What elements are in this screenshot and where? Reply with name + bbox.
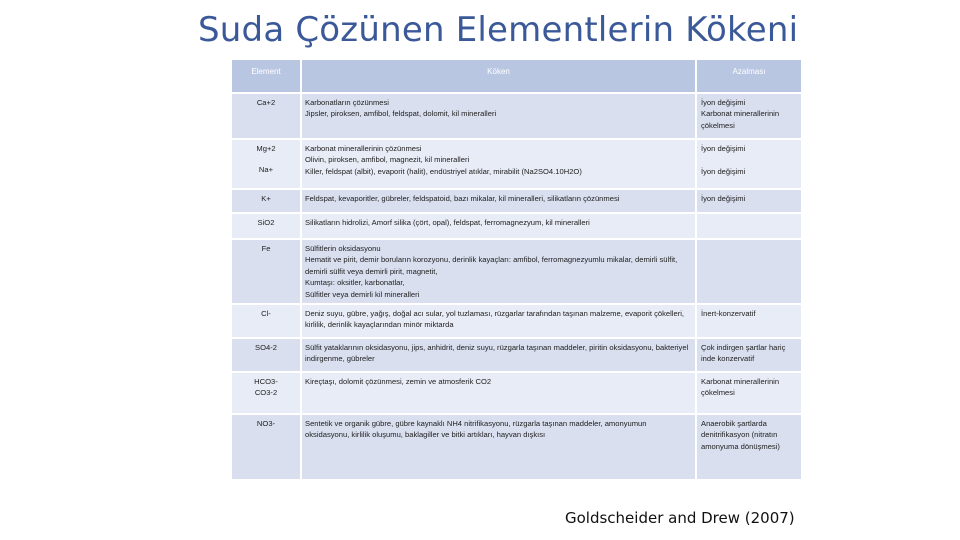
element-cell-line: Fe xyxy=(261,244,271,253)
table-row xyxy=(232,214,803,240)
element-cell xyxy=(232,214,302,240)
element-cell-line: Mg+2 xyxy=(256,144,276,153)
element-cell-line: SO4-2 xyxy=(255,342,277,352)
azalmasi-cell xyxy=(697,339,803,373)
table-row xyxy=(232,190,803,214)
element-cell xyxy=(232,140,302,190)
table-row xyxy=(232,94,803,140)
koken-cell xyxy=(302,240,697,305)
koken-cell-line: Feldspat, kevaporitler, gübreler, feldspatoid, bazı mikalar, kil mineralleri, silikatların çözünmesi xyxy=(305,194,620,203)
koken-cell-line: Karbonatların çözünmesi xyxy=(305,98,389,107)
koken-cell xyxy=(302,140,697,190)
element-origin-table xyxy=(232,60,803,481)
koken-cell-line: Hematit ve pirit, demir boruların korozyonu, derinlik kayaçları: amfibol, ferromagnezyumlu mikalar, demirli sülfit, demirli sülfit veya demirli pirit, magnetit, xyxy=(305,255,678,276)
element-cell-line: SiO2 xyxy=(257,218,275,227)
table-row xyxy=(232,373,803,415)
element-cell-line: K+ xyxy=(261,194,271,203)
koken-cell xyxy=(302,415,697,481)
koken-cell-line: Karbonat minerallerinin çözünmesi xyxy=(305,144,422,153)
azalmasi-cell-line: İyon değişimi xyxy=(701,194,746,203)
koken-cell xyxy=(302,214,697,240)
koken-cell-line: Sülfit yataklarının oksidasyonu, jips, anhidrit, deniz suyu, rüzgarla taşınan maddeler, piritin oksidasyonu, bakteriyel indirgenme, gübreler xyxy=(305,342,689,364)
koken-cell-line: Sülfitler veya demirli kil mineralleri xyxy=(305,289,420,299)
azalmasi-cell xyxy=(697,140,803,190)
element-cell-line: Cl- xyxy=(261,308,271,318)
azalmasi-cell-line: Anaerobik şartlarda denitrifikasyon (nitratın amonyuma dönüşmesi) xyxy=(701,418,780,451)
table-header-row xyxy=(232,60,803,94)
element-cell xyxy=(232,190,302,214)
azalmasi-cell-line: Karbonat minerallerinin çökelmesi xyxy=(701,376,780,398)
koken-cell-line: Sülfitlerin oksidasyonu xyxy=(305,244,381,253)
table-row xyxy=(232,305,803,339)
table-row xyxy=(232,415,803,481)
koken-cell-line: Deniz suyu, gübre, yağış, doğal acı sular, yol tuzlaması, rüzgarlar tarafından taşınan malzeme, evaporit çökelleri, kirlilik, derinlik kayaçlarından minör miktarda xyxy=(305,308,685,330)
header-element: Element xyxy=(232,60,302,94)
header-koken: Köken xyxy=(302,60,697,94)
koken-cell-line: Silikatların hidrolizi, Amorf silika (çört, opal), feldspat, ferromagnezyum, kil mineralleri xyxy=(305,218,590,227)
element-cell-line: NO3- xyxy=(256,418,276,428)
element-cell xyxy=(232,305,302,339)
koken-cell-line: Killer, feldspat (albit), evaporit (halit), endüstriyel atıklar, mirabilit (Na2SO4.10H2O) xyxy=(305,166,582,176)
azalmasi-cell xyxy=(697,415,803,481)
koken-cell xyxy=(302,373,697,415)
koken-cell xyxy=(302,190,697,214)
table-row xyxy=(232,240,803,305)
koken-cell xyxy=(302,94,697,140)
element-cell-line: CO3-2 xyxy=(254,388,278,398)
element-cell xyxy=(232,339,302,373)
koken-cell-line: Kumtaşı: oksitler, karbonatlar, xyxy=(305,278,405,288)
table-row xyxy=(232,140,803,190)
azalmasi-cell xyxy=(697,373,803,415)
table-row xyxy=(232,339,803,373)
element-cell-line: Na+ xyxy=(258,165,274,175)
koken-cell-line: Kireçtaşı, dolomit çözünmesi, zemin ve atmosferik CO2 xyxy=(305,376,492,386)
azalmasi-cell-line: İyon değişimi xyxy=(701,144,746,153)
element-cell-line: HCO3- xyxy=(254,376,278,386)
azalmasi-cell xyxy=(697,214,803,240)
azalmasi-cell-line: Çok indirgen şartlar hariç inde konzervatif xyxy=(701,342,786,364)
koken-cell xyxy=(302,305,697,339)
koken-cell-line: Jipsler, piroksen, amfibol, feldspat, dolomit, kil mineralleri xyxy=(305,109,497,119)
azalmasi-cell xyxy=(697,94,803,140)
azalmasi-cell-line: İyon değişimi xyxy=(701,167,746,177)
element-cell-line: Ca+2 xyxy=(256,98,276,107)
koken-cell-line: Olivin, piroksen, amfibol, magnezit, kil mineralleri xyxy=(305,155,470,165)
koken-cell xyxy=(302,339,697,373)
koken-cell-line: Sentetik ve organik gübre, gübre kaynaklı NH4 nitrifikasyonu, rüzgarla taşınan maddeler, amonyumun oksidasyonu, kirlilik oluşumu, baklagiller ve bitki artıkları, hayvan dışkısı xyxy=(305,418,647,440)
element-cell xyxy=(232,94,302,140)
azalmasi-cell xyxy=(697,190,803,214)
element-cell xyxy=(232,240,302,305)
slide-title: Suda Çözünen Elementlerin Kökeni xyxy=(198,10,799,50)
azalmasi-cell xyxy=(697,240,803,305)
header-azalmasi: Azalması xyxy=(697,60,803,94)
citation: Goldscheider and Drew (2007) xyxy=(565,509,795,527)
azalmasi-cell-line: İnert-konzervatif xyxy=(701,308,756,318)
azalmasi-cell-line: Karbonat minerallerinin çökelmesi xyxy=(701,109,780,130)
element-cell xyxy=(232,373,302,415)
element-cell xyxy=(232,415,302,481)
azalmasi-cell xyxy=(697,305,803,339)
azalmasi-cell-line: İyon değişimi xyxy=(701,98,746,107)
